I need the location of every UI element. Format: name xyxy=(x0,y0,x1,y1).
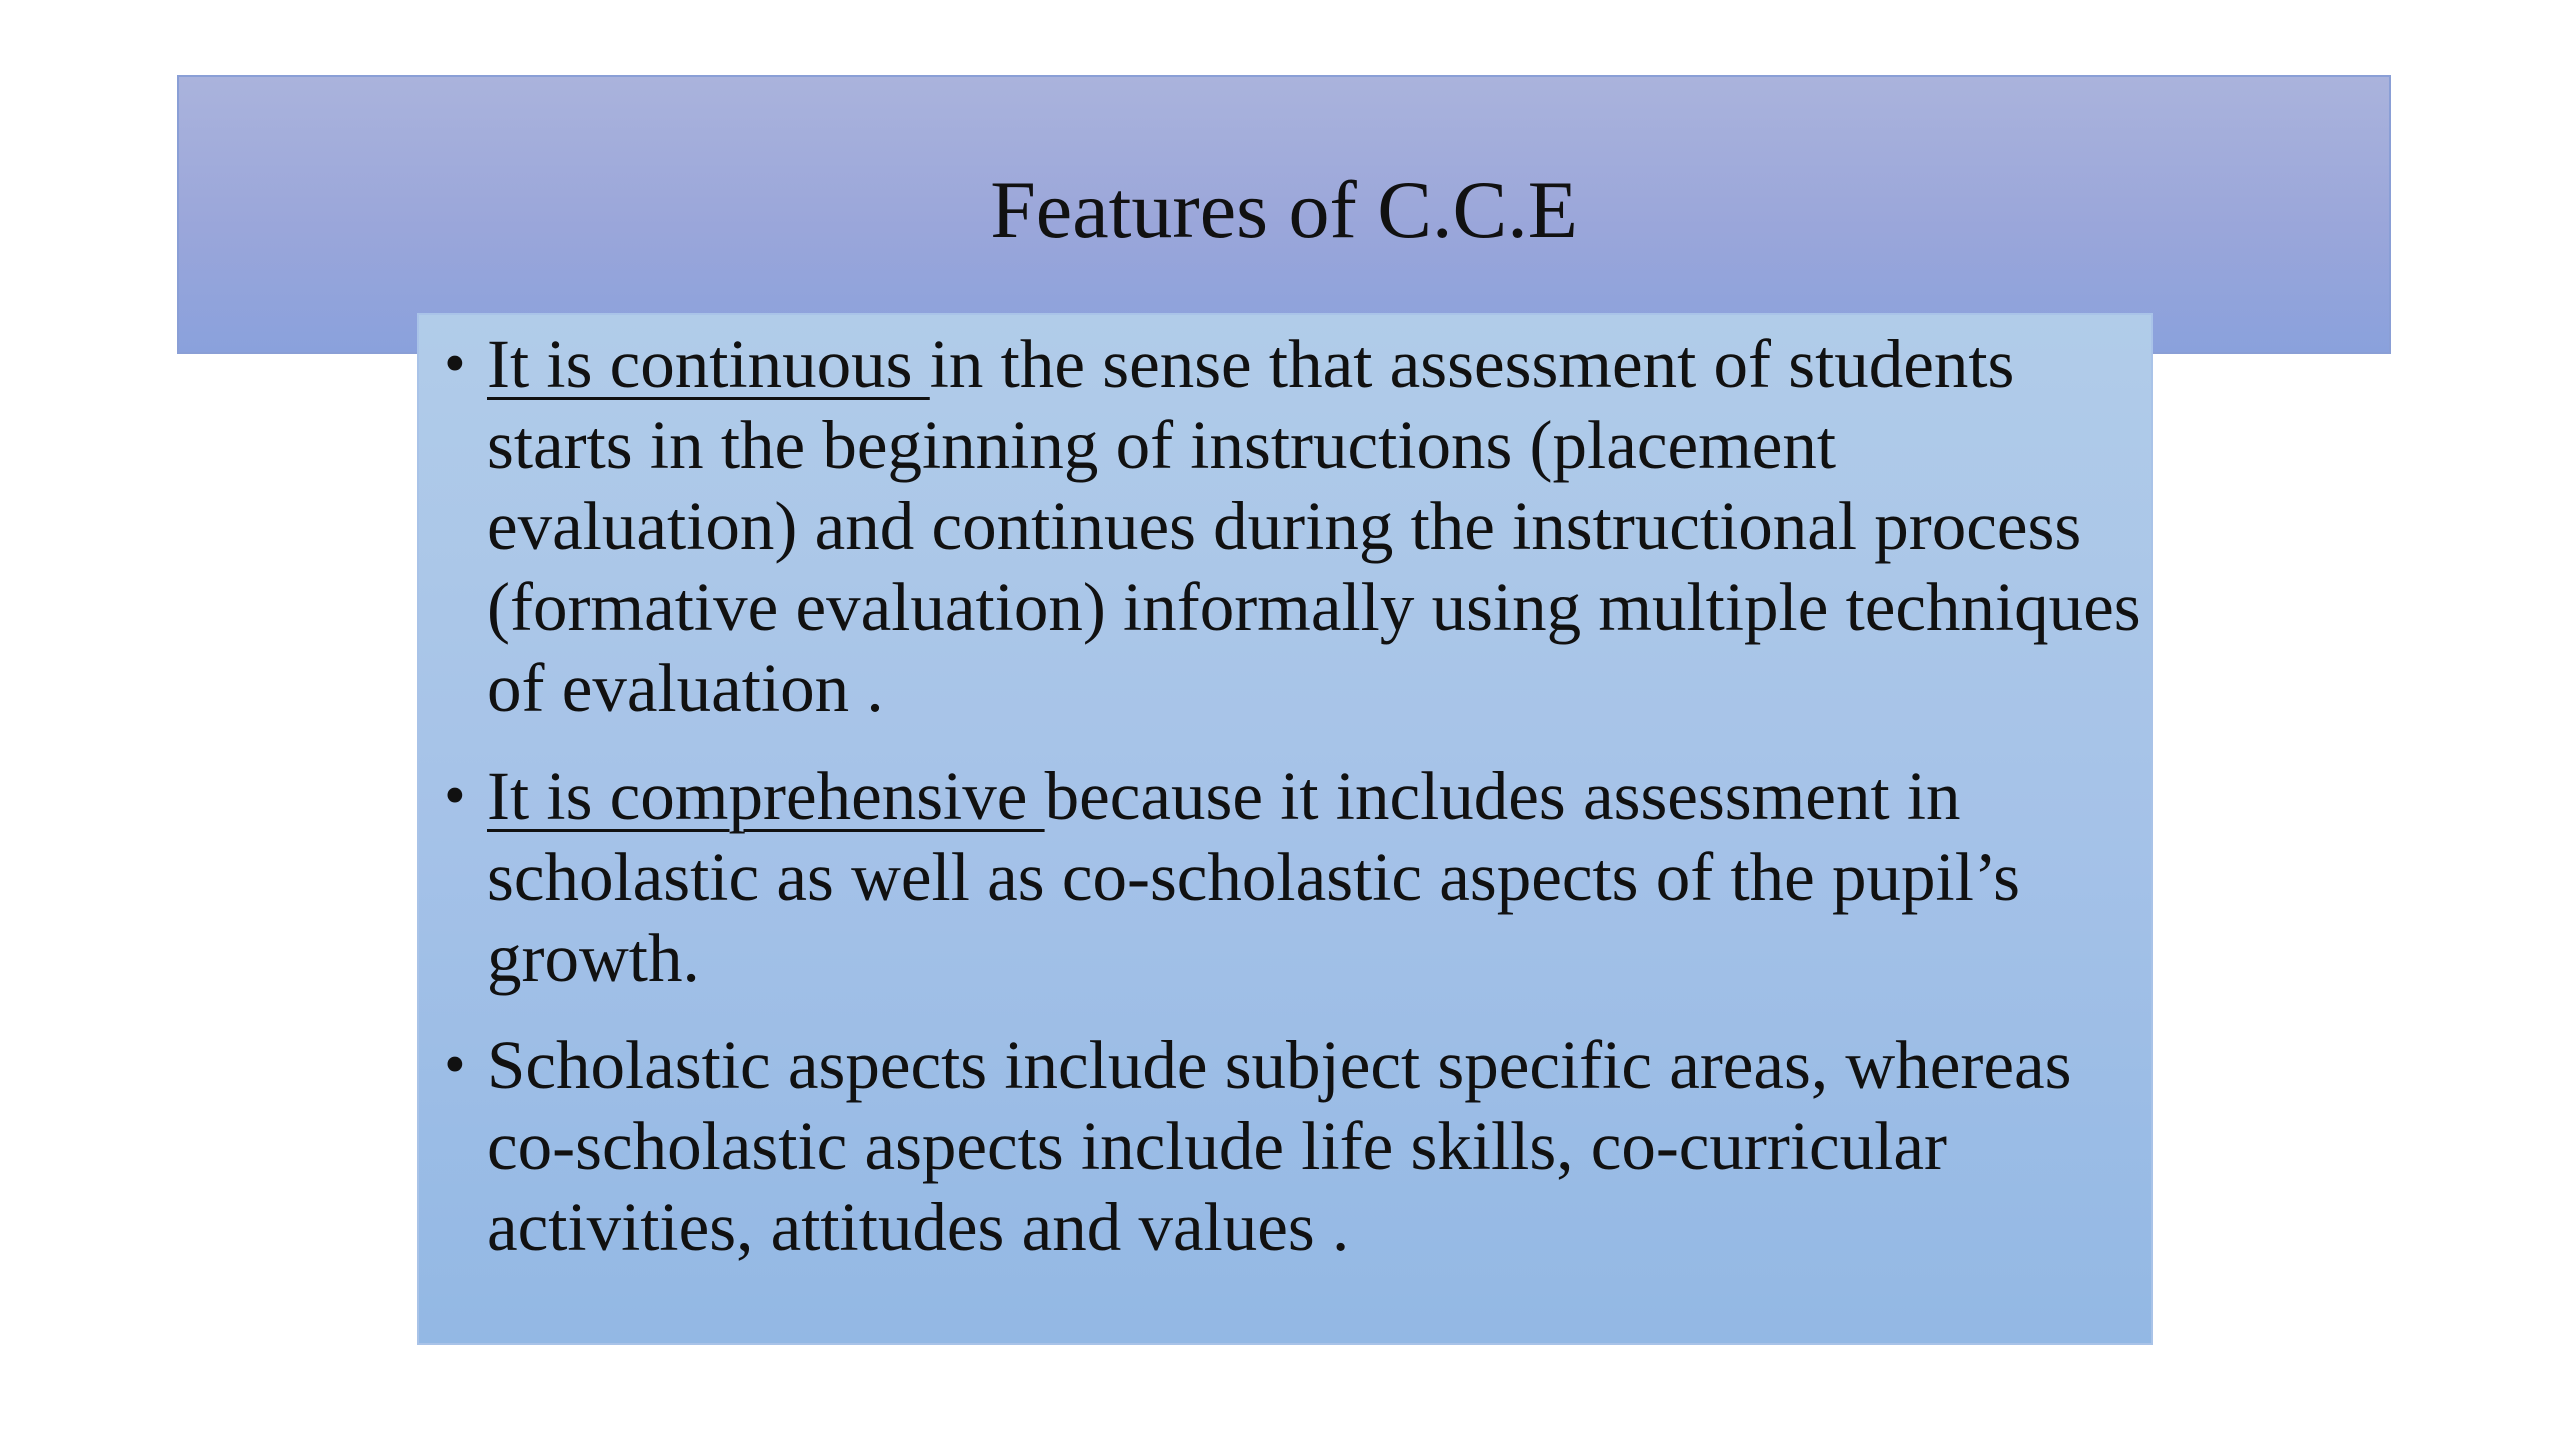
bullet-text: in the sense that assessment of students starts in the beginning of instructions (placement evaluation) and continues during the instructional process (formative evaluation) informally using multiple techniques of evaluation . xyxy=(487,326,2141,726)
bullet-underlined-lead: It is continuous xyxy=(487,326,930,402)
bullet-icon: • xyxy=(444,1031,466,1099)
bullet-text: Scholastic aspects include subject specific areas, whereas co-scholastic aspects include life skills, co-curricular activities, attitudes and values . xyxy=(487,1027,2072,1265)
bullet-item-comprehensive xyxy=(444,756,2147,999)
slide-title: Features of C.C.E xyxy=(990,164,1578,255)
bullet-text: because it includes assessment in scholastic as well as co-scholastic aspects of the pupil’s growth. xyxy=(487,758,2020,996)
bullet-underlined-lead: It is comprehensive xyxy=(487,758,1045,834)
content-box xyxy=(417,313,2153,1345)
bullet-item-continuous xyxy=(444,324,2147,729)
bullet-icon: • xyxy=(444,762,466,830)
bullet-icon: • xyxy=(444,330,466,398)
bullet-item-scholastic xyxy=(444,1025,2147,1268)
